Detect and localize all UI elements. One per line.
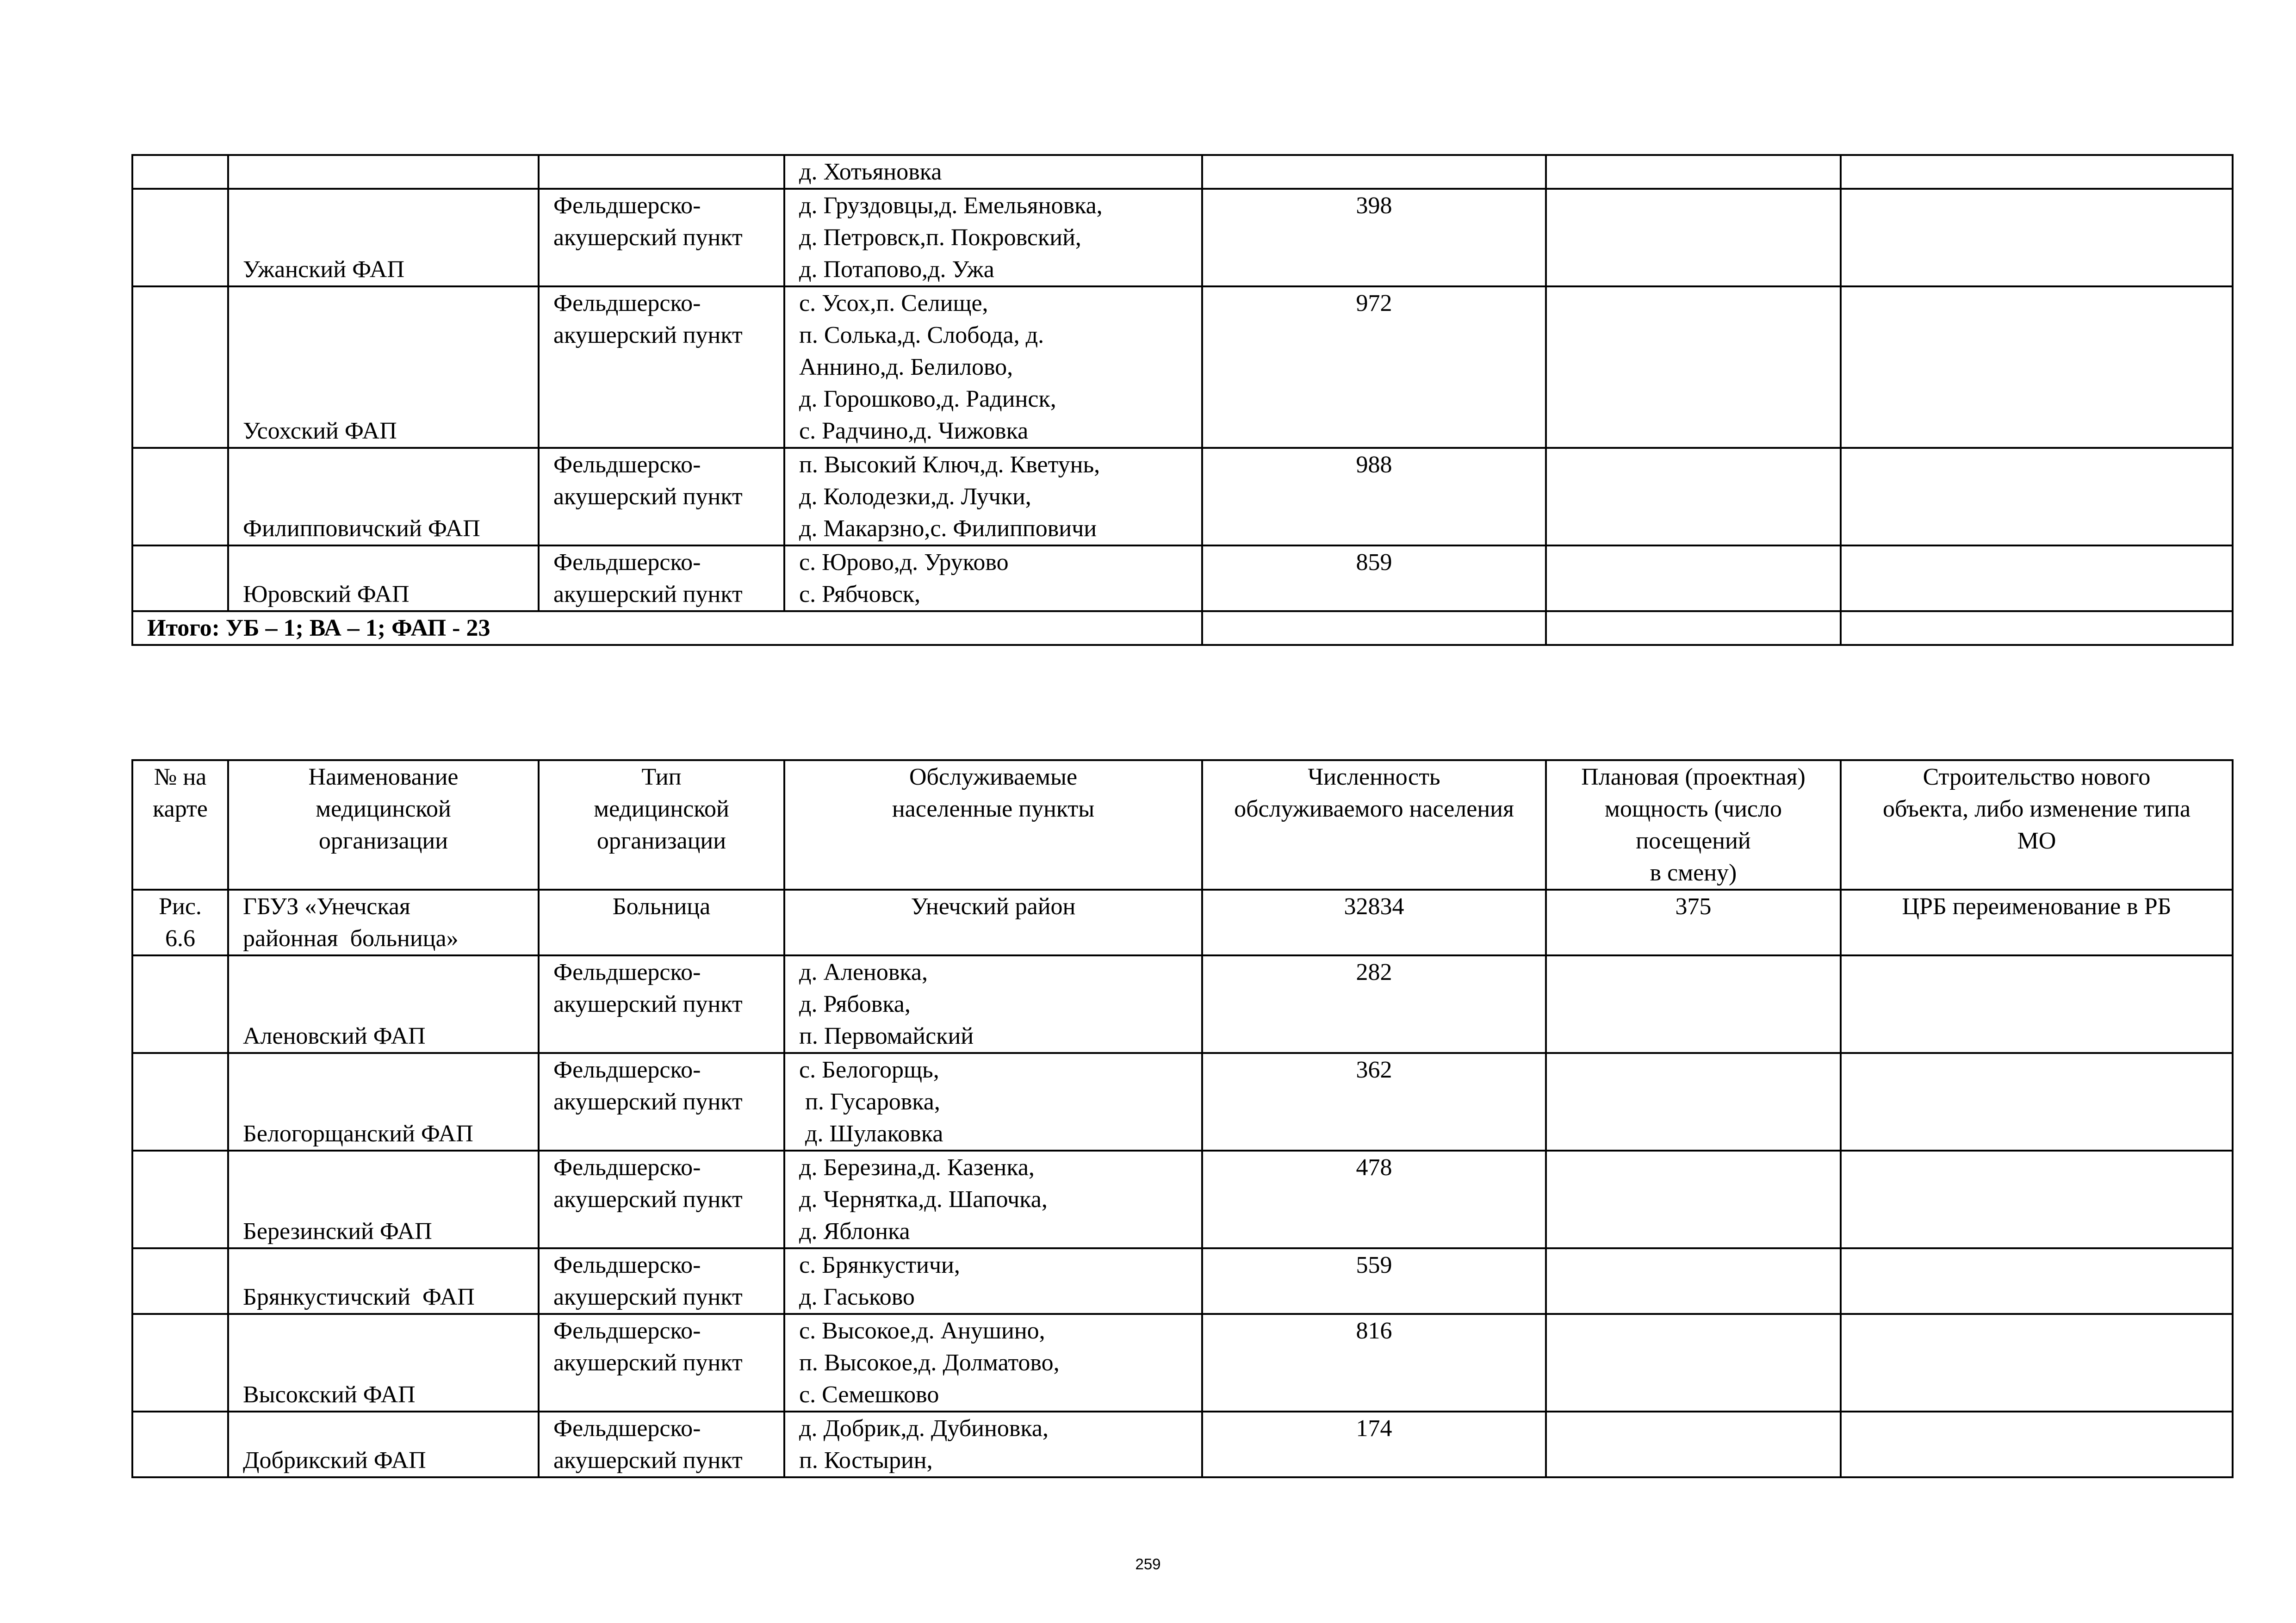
- hospital-row: [132, 890, 2233, 955]
- cell-construction: [1841, 1412, 2233, 1477]
- header-population: Численность обслуживаемого населения: [1202, 760, 1546, 890]
- header-capacity: Плановая (проектная) мощность (число посещений в смену): [1546, 760, 1841, 890]
- cell-capacity: [1546, 448, 1841, 545]
- total-row: [132, 611, 2233, 645]
- cell-construction: ЦРБ переименование в РБ: [1841, 890, 2233, 955]
- cell-settlements: д. Добрик,д. Дубиновка, п. Костырин,: [784, 1412, 1202, 1477]
- cell-settlements: с. Высокое,д. Анушино, п. Высокое,д. Долматово, с. Семешково: [784, 1314, 1202, 1412]
- cell-map-number: [132, 155, 228, 189]
- cell-population: 282: [1202, 955, 1546, 1053]
- cell-capacity: 375: [1546, 890, 1841, 955]
- table-row: [132, 545, 2233, 611]
- cell-population: 988: [1202, 448, 1546, 545]
- empty-cell: [1546, 611, 1841, 645]
- cell-org-type: [539, 155, 784, 189]
- cell-map-number: [132, 1248, 228, 1314]
- cell-map-number: [132, 448, 228, 545]
- cell-org-type: Больница: [539, 890, 784, 955]
- cell-capacity: [1546, 1412, 1841, 1477]
- cell-population: 398: [1202, 189, 1546, 286]
- cell-population: 362: [1202, 1053, 1546, 1151]
- cell-construction: [1841, 1248, 2233, 1314]
- table-row: [132, 955, 2233, 1053]
- empty-cell: [1202, 611, 1546, 645]
- cell-settlements: с. Белогорщь, п. Гусаровка, д. Шулаковка: [784, 1053, 1202, 1151]
- empty-cell: [1841, 611, 2233, 645]
- cell-org-name: ГБУЗ «Унечская районная больница»: [228, 890, 539, 955]
- cell-construction: [1841, 286, 2233, 448]
- cell-map-number: [132, 1151, 228, 1248]
- cell-map-number: [132, 1053, 228, 1151]
- cell-settlements: д. Аленовка, д. Рябовка, п. Первомайский: [784, 955, 1202, 1053]
- cell-settlements: д. Хотьяновка: [784, 155, 1202, 189]
- cell-settlements: с. Усох,п. Селище, п. Солька,д. Слобода, д. Аннино,д. Белилово, д. Горошково,д. Радинск, с. Радчино,д. Чижовка: [784, 286, 1202, 448]
- cell-construction: [1841, 155, 2233, 189]
- cell-settlements: д. Березина,д. Казенка, д. Чернятка,д. Шапочка, д. Яблонка: [784, 1151, 1202, 1248]
- cell-org-type: Фельдшерско- акушерский пункт: [539, 545, 784, 611]
- header-org-name: Наименование медицинской организации: [228, 760, 539, 890]
- cell-org-name: Березинский ФАП: [228, 1151, 539, 1248]
- cell-construction: [1841, 1151, 2233, 1248]
- cell-org-name: Филипповичский ФАП: [228, 448, 539, 545]
- table-row: [132, 448, 2233, 545]
- page-number: 259: [1135, 1555, 1161, 1573]
- cell-settlements: с. Юрово,д. Уруково с. Рябчовск,: [784, 545, 1202, 611]
- cell-capacity: [1546, 955, 1841, 1053]
- cell-org-name: Высокский ФАП: [228, 1314, 539, 1412]
- cell-org-type: Фельдшерско- акушерский пункт: [539, 955, 784, 1053]
- cell-map-number: Рис. 6.6: [132, 890, 228, 955]
- cell-org-name: Белогорщанский ФАП: [228, 1053, 539, 1151]
- header-map-number: № на карте: [132, 760, 228, 890]
- cell-org-type: Фельдшерско- акушерский пункт: [539, 1151, 784, 1248]
- cell-construction: [1841, 189, 2233, 286]
- table-row: [132, 1314, 2233, 1412]
- cell-org-name: Добрикский ФАП: [228, 1412, 539, 1477]
- cell-org-type: Фельдшерско- акушерский пункт: [539, 1248, 784, 1314]
- cell-org-type: Фельдшерско- акушерский пункт: [539, 448, 784, 545]
- cell-org-type: Фельдшерско- акушерский пункт: [539, 189, 784, 286]
- cell-population: 816: [1202, 1314, 1546, 1412]
- cell-map-number: [132, 1412, 228, 1477]
- cell-org-name: [228, 155, 539, 189]
- cell-capacity: [1546, 1248, 1841, 1314]
- bottom-table-body: [132, 890, 2233, 1477]
- cell-org-name: Брянкустичский ФАП: [228, 1248, 539, 1314]
- cell-settlements: Унечский район: [784, 890, 1202, 955]
- cell-construction: [1841, 545, 2233, 611]
- cell-capacity: [1546, 545, 1841, 611]
- cell-construction: [1841, 1314, 2233, 1412]
- cell-org-name: Ужанский ФАП: [228, 189, 539, 286]
- table-row: [132, 189, 2233, 286]
- cell-settlements: с. Брянкустичи, д. Гаськово: [784, 1248, 1202, 1314]
- table-row: [132, 286, 2233, 448]
- cell-map-number: [132, 545, 228, 611]
- cell-org-type: Фельдшерско- акушерский пункт: [539, 286, 784, 448]
- cell-org-name: Юровский ФАП: [228, 545, 539, 611]
- cell-capacity: [1546, 286, 1841, 448]
- header-settlements: Обслуживаемые населенные пункты: [784, 760, 1202, 890]
- cell-capacity: [1546, 155, 1841, 189]
- cell-population: 32834: [1202, 890, 1546, 955]
- table-row: [132, 1248, 2233, 1314]
- cell-population: [1202, 155, 1546, 189]
- cell-construction: [1841, 448, 2233, 545]
- cell-capacity: [1546, 189, 1841, 286]
- cell-map-number: [132, 955, 228, 1053]
- cell-org-name: Усохский ФАП: [228, 286, 539, 448]
- cell-capacity: [1546, 1151, 1841, 1248]
- cell-map-number: [132, 286, 228, 448]
- cell-settlements: п. Высокий Ключ,д. Кветунь, д. Колодезки,д. Лучки, д. Макарзно,с. Филипповичи: [784, 448, 1202, 545]
- cell-construction: [1841, 955, 2233, 1053]
- top-table: [131, 154, 2234, 646]
- table-row: [132, 1053, 2233, 1151]
- header-row: [132, 760, 2233, 890]
- header-construction: Строительство нового объекта, либо изменение типа МО: [1841, 760, 2233, 890]
- cell-population: 478: [1202, 1151, 1546, 1248]
- total-label: Итого: УБ – 1; ВА – 1; ФАП - 23: [132, 611, 1202, 645]
- header-org-type: Тип медицинской организации: [539, 760, 784, 890]
- table-row: [132, 1412, 2233, 1477]
- top-table-body: [132, 155, 2233, 645]
- cell-map-number: [132, 189, 228, 286]
- cell-capacity: [1546, 1053, 1841, 1151]
- cell-population: 972: [1202, 286, 1546, 448]
- cell-population: 174: [1202, 1412, 1546, 1477]
- cell-org-type: Фельдшерско- акушерский пункт: [539, 1053, 784, 1151]
- cell-capacity: [1546, 1314, 1841, 1412]
- cell-map-number: [132, 1314, 228, 1412]
- cell-settlements: д. Груздовцы,д. Емельяновка, д. Петровск,п. Покровский, д. Потапово,д. Ужа: [784, 189, 1202, 286]
- cell-population: 859: [1202, 545, 1546, 611]
- cell-org-type: Фельдшерско- акушерский пункт: [539, 1314, 784, 1412]
- table-row: [132, 1151, 2233, 1248]
- cell-org-name: Аленовский ФАП: [228, 955, 539, 1053]
- table-row: [132, 155, 2233, 189]
- bottom-table: [131, 759, 2234, 1478]
- cell-population: 559: [1202, 1248, 1546, 1314]
- cell-construction: [1841, 1053, 2233, 1151]
- cell-org-type: Фельдшерско- акушерский пункт: [539, 1412, 784, 1477]
